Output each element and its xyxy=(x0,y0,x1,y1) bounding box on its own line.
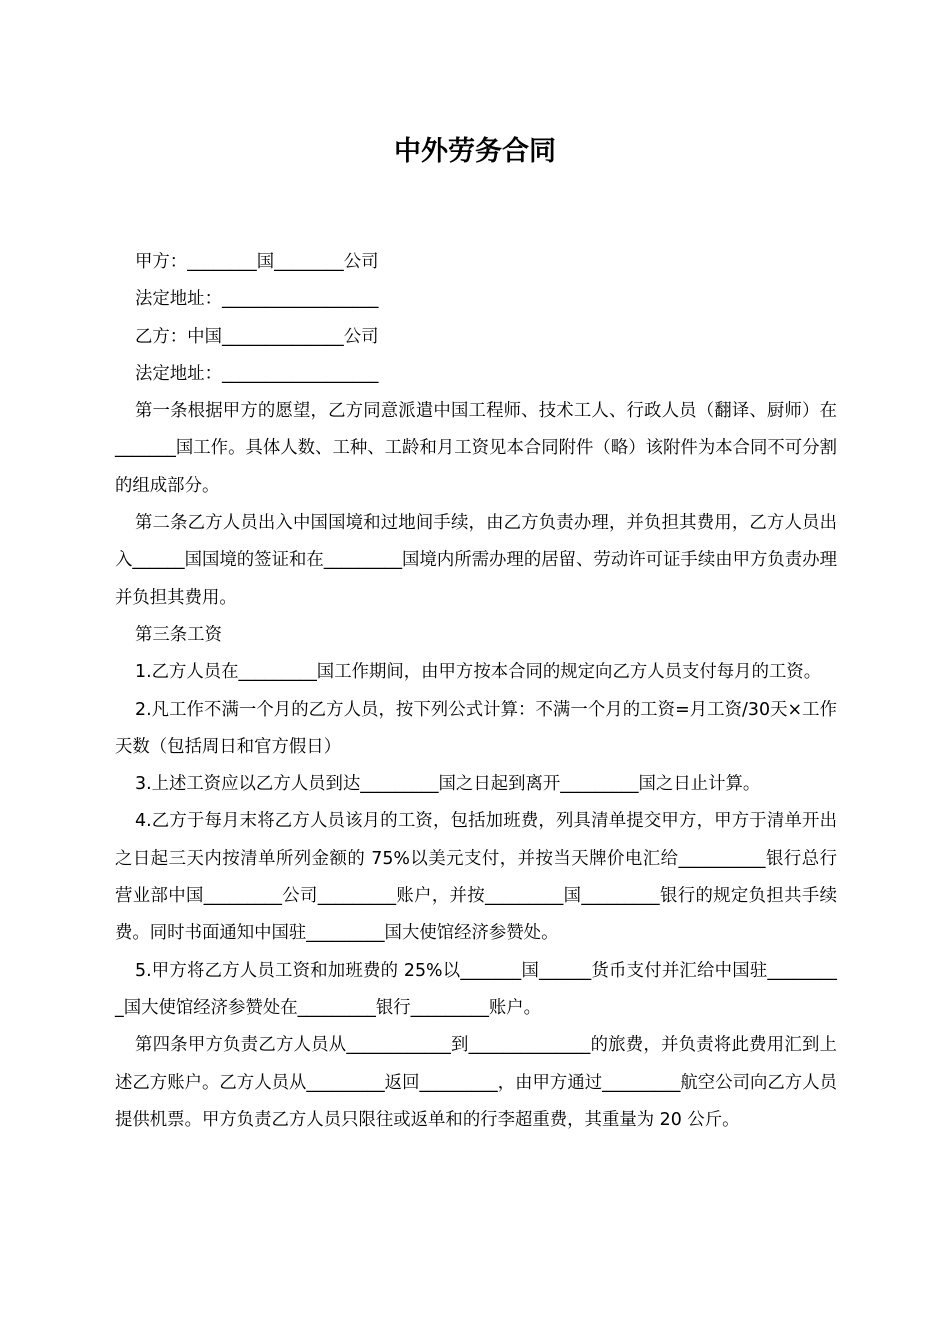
article-3-clause-1: 1.乙方人员在_________国工作期间，由甲方按本合同的规定向乙方人员支付每月的工资。 xyxy=(135,662,822,683)
party-b-address: 法定地址：__________________ xyxy=(135,363,379,384)
article-3-clause-5: 5.甲方将乙方人员工资和加班费的 25%以_______国______货币支付并汇给中国驻_________国大使馆经济参赞处在_________银行_________账户。 xyxy=(115,960,837,1018)
article-4: 第四条甲方负责乙方人员从____________到______________的旅费，并负责将此费用汇到上述乙方账户。乙方人员从_________返回_________，由甲方通过_________航空公司向乙方人员提供机票。甲方负责乙方人员只限往或返单和的行李超重费，其重量为 20 公斤。 xyxy=(115,1035,837,1130)
article-3-clause-3: 3.上述工资应以乙方人员到达_________国之日起到离开_________国之日止计算。 xyxy=(135,774,761,795)
article-1: 第一条根据甲方的愿望，乙方同意派遣中国工程师、技术工人、行政人员（翻译、厨师）在_______国工作。具体人数、工种、工龄和月工资见本合同附件（略）该附件为本合同不可分割的组成部分。 xyxy=(115,401,837,496)
contract-body xyxy=(115,244,837,1139)
article-3-heading: 第三条工资 xyxy=(135,624,222,645)
party-a-address: 法定地址：__________________ xyxy=(135,289,379,310)
party-a-line: 甲方：________国________公司 xyxy=(135,252,379,272)
article-3-clause-2: 2.凡工作不满一个月的乙方人员，按下列公式计算：不满一个月的工资=月工资/30天×工作天数（包括周日和官方假日） xyxy=(115,699,837,757)
article-3-clause-4: 4.乙方于每月末将乙方人员该月的工资，包括加班费，列具清单提交甲方，甲方于清单开出之日起三天内按清单所列金额的 75%以美元支付，并按当天牌价电汇给__________银行总行营业部中国_________公司_________账户，并按_________国_________银行的规定负担共手续费。同时书面通知中国驻_________国大使馆经济参赞处。 xyxy=(115,811,837,944)
party-b-line: 乙方：中国______________公司 xyxy=(135,326,379,347)
document-title: 中外劳务合同 xyxy=(394,136,556,167)
article-2: 第二条乙方人员出入中国国境和过地间手续，由乙方负责办理，并负担其费用，乙方人员出入______国国境的签证和在_________国境内所需办理的居留、劳动许可证手续由甲方负责办理并负担其费用。 xyxy=(115,513,837,608)
